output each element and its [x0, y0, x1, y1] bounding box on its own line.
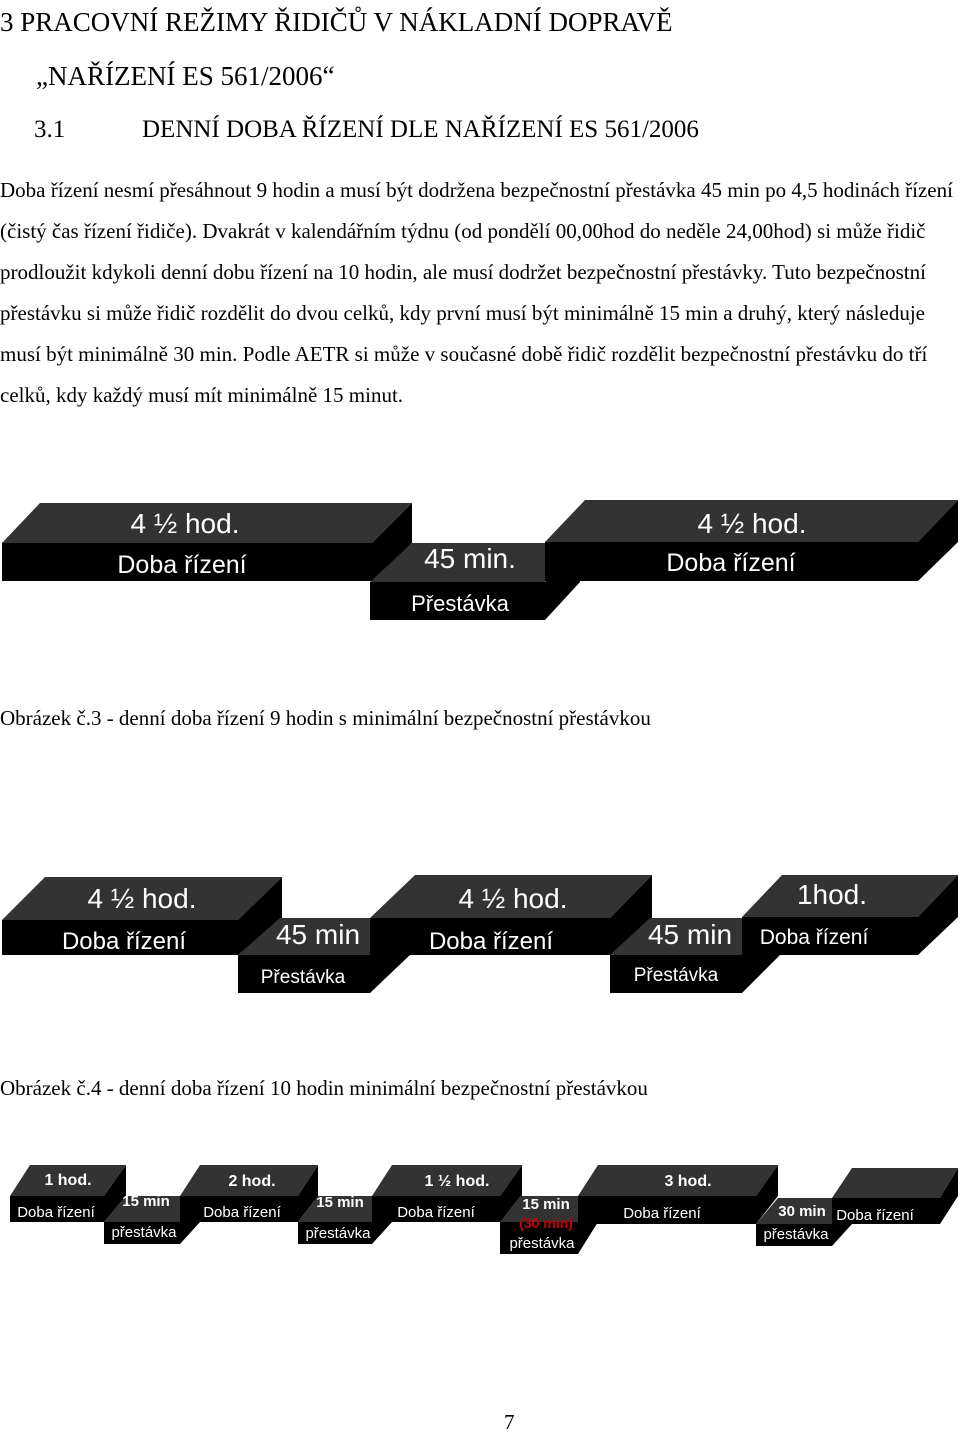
figure5-break3-label: přestávka — [509, 1235, 575, 1252]
chapter-heading-regulation: „NAŘÍZENÍ ES 561/2006“ — [36, 61, 335, 91]
figure4-break2-label: Přestávka — [633, 965, 719, 986]
figure5-drive3-block — [372, 1165, 522, 1222]
figure5-drive4-block — [578, 1165, 778, 1224]
figure5-drive5-label: Doba řízení — [836, 1207, 914, 1224]
section-title: DENNÍ DOBA ŘÍZENÍ DLE NAŘÍZENÍ ES 561/2006 — [142, 116, 699, 143]
figure5-break4-duration: 30 min — [778, 1203, 826, 1220]
figure5-drive4-label: Doba řízení — [623, 1205, 701, 1222]
figure5-drive2-duration: 2 hod. — [228, 1173, 276, 1190]
figure4-break1-duration: 45 min — [275, 919, 361, 950]
figure3-diagram — [2, 500, 958, 620]
figure3-drive1-label: Doba řízení — [117, 551, 247, 579]
figure5-drive5-block — [832, 1168, 958, 1224]
figure5-break4-label: přestávka — [763, 1226, 829, 1243]
paragraph-text: Doba řízení nesmí přesáhnout 9 hodin a musí být dodržena bezpečnostní přestávka 45 min po 4,5 hodinách řízení (čistý čas řízení řidiče). Dvakrát v kalendářním týdnu (od pondělí 00,00hod do neděle 24,00hod) si může řidič prodloužit kdykoli denní dobu řízení na 10 hodin, ale musí dodržet bezpečnostní přestávky. Tuto bezpečnostní přestávku si může řidič rozdělit do dvou celků, kdy první musí být minimálně 15 min a druhý, který následuje musí být minimálně 30 min. Podle AETR si může v současné době řidič rozdělit bezpečnostní přestávku do tří celků, kdy každý musí mít minimálně 15 minut. — [0, 178, 953, 407]
figure5-drive2-block — [180, 1165, 318, 1222]
figure4-break1-label: Přestávka — [260, 967, 346, 988]
figure3-drive2-label: Doba řízení — [666, 549, 796, 577]
figure4-drive1-duration: 4 ½ hod. — [87, 883, 197, 914]
page-number: 7 — [504, 1410, 515, 1434]
figure4-drive3-label: Doba řízení — [759, 926, 869, 949]
figure5-drive2-label: Doba řízení — [203, 1204, 281, 1221]
figure3-break1-duration: 45 min. — [424, 543, 516, 574]
figure4-drive1-block — [2, 877, 282, 955]
figure3-drive2-duration: 4 ½ hod. — [697, 508, 807, 539]
figure3-drive2-block — [545, 500, 958, 581]
figure5-break3-duration: 15 min — [522, 1196, 570, 1213]
figure5-drive1-block — [10, 1165, 126, 1222]
chapter-heading: 3 PRACOVNÍ REŽIMY ŘIDIČŮ V NÁKLADNÍ DOPRAVĚ — [0, 7, 673, 37]
figure5-break1-duration: 15 min — [122, 1193, 170, 1210]
figure4-drive2-block — [370, 875, 652, 955]
figure5-break2-label: přestávka — [305, 1225, 371, 1242]
figure4-drive3-duration: 1hod. — [796, 879, 868, 910]
figure4-drive3-block — [742, 875, 958, 955]
figure5-break3-alt-duration: (30 min) — [519, 1215, 573, 1231]
figure5-break2-duration: 15 min — [316, 1194, 364, 1211]
figure4-drive1-label: Doba řízení — [61, 928, 187, 955]
figure4-break2-duration: 45 min — [647, 919, 733, 950]
figure3-break1-label: Přestávka — [411, 591, 509, 616]
figure5-drive4-duration: 3 hod. — [664, 1173, 712, 1190]
figure4-diagram — [2, 875, 958, 993]
figure3-drive1-block — [2, 503, 412, 581]
figure5-drive1-duration: 1 hod. — [44, 1172, 92, 1189]
figure5-drive1-label: Doba řízení — [17, 1204, 95, 1221]
figure5-drive3-label: Doba řízení — [397, 1204, 475, 1221]
figure5-break1-label: přestávka — [111, 1224, 177, 1241]
section-number: 3.1 — [34, 116, 66, 143]
figure3-drive1-duration: 4 ½ hod. — [130, 508, 240, 539]
figure3-caption: Obrázek č.3 - denní doba řízení 9 hodin s minimální bezpečnostní přestávkou — [0, 706, 651, 730]
figure5-diagram — [10, 1165, 958, 1254]
figure4-drive2-label: Doba řízení — [428, 928, 554, 955]
figure4-drive2-duration: 4 ½ hod. — [458, 883, 568, 914]
figure4-caption: Obrázek č.4 - denní doba řízení 10 hodin minimální bezpečnostní přestávkou — [0, 1076, 648, 1100]
figure5-drive3-duration: 1 ½ hod. — [424, 1173, 490, 1190]
